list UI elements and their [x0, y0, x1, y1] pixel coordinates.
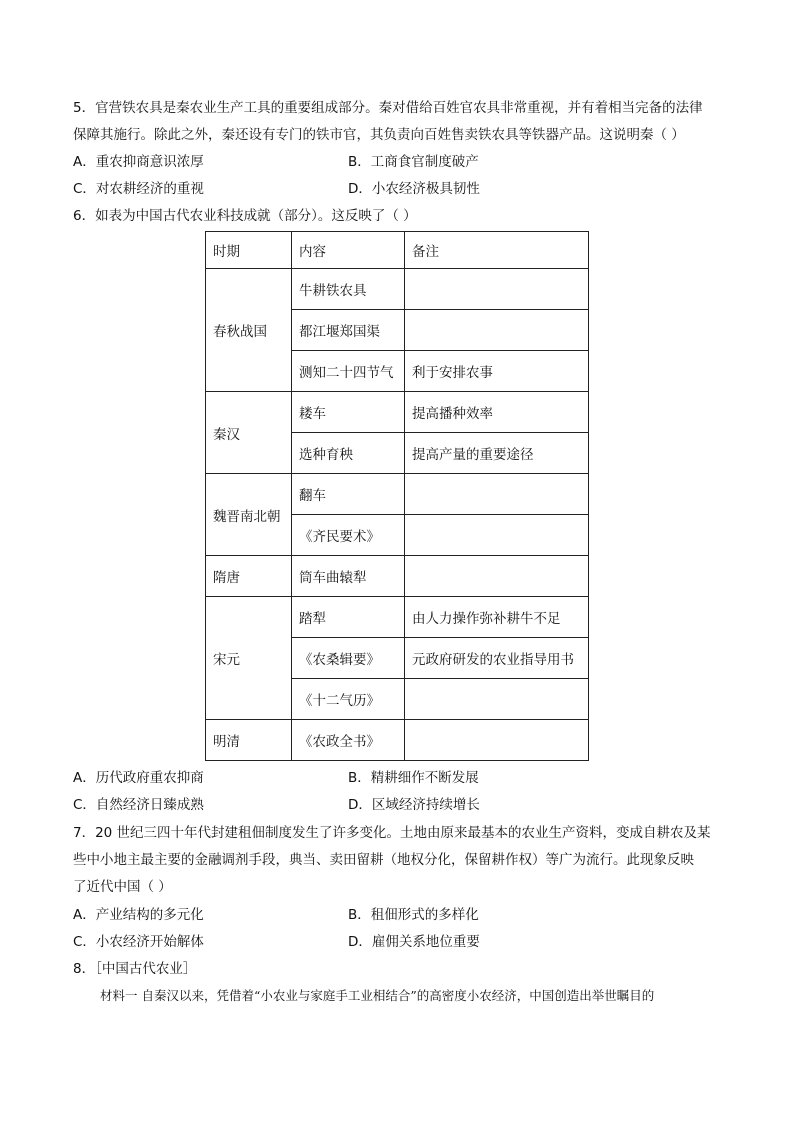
q5-option-c: C．对农耕经济的重视 — [73, 181, 204, 197]
content-cell: 踏犁 — [292, 597, 405, 638]
q5-stem-line-2: 保障其施行。除此之外，秦还设有专门的铁市官，其负责向百姓售卖铁农具等铁器产品。这说明秦（ ） — [73, 127, 685, 143]
note-cell — [405, 515, 589, 556]
note-cell — [405, 310, 589, 351]
note-cell — [405, 474, 589, 515]
period-cell: 秦汉 — [206, 392, 292, 474]
q5-option-d: D．小农经济极具韧性 — [348, 181, 480, 197]
content-cell: 牛耕铁农具 — [292, 269, 405, 310]
table-row — [206, 392, 589, 433]
q7-option-a: A．产业结构的多元化 — [73, 907, 204, 923]
period-cell: 明清 — [206, 720, 292, 761]
q7-stem-line-3: 了近代中国（ ） — [73, 879, 172, 895]
table-header-cell: 备注 — [405, 232, 589, 269]
note-cell — [405, 679, 589, 720]
q6-option-c: C．自然经济日臻成熟 — [73, 797, 204, 813]
content-cell: 都江堰郑国渠 — [292, 310, 405, 351]
table-header-row — [206, 232, 589, 269]
q6-option-b: B．精耕细作不断发展 — [348, 770, 479, 786]
content-cell: 耧车 — [292, 392, 405, 433]
q5-option-b: B．工商食官制度破产 — [348, 154, 479, 170]
period-cell: 春秋战国 — [206, 269, 292, 392]
table-row — [206, 556, 589, 597]
content-cell: 《齐民要术》 — [292, 515, 405, 556]
note-cell: 提高产量的重要途径 — [405, 433, 589, 474]
note-cell: 利于安排农事 — [405, 351, 589, 392]
content-cell: 选种育秧 — [292, 433, 405, 474]
q8-stem: 8．［中国古代农业］ — [73, 961, 197, 977]
note-cell — [405, 556, 589, 597]
q7-option-d: D．雇佣关系地位重要 — [348, 934, 480, 950]
table-header-cell: 内容 — [292, 232, 405, 269]
q7-option-b: B．租佃形式的多样化 — [348, 907, 479, 923]
content-cell: 《农桑辑要》 — [292, 638, 405, 679]
period-cell: 宋元 — [206, 597, 292, 720]
content-cell: 筒车曲辕犁 — [292, 556, 405, 597]
period-cell: 隋唐 — [206, 556, 292, 597]
content-cell: 《农政全书》 — [292, 720, 405, 761]
period-cell: 魏晋南北朝 — [206, 474, 292, 556]
agri-tech-table — [205, 231, 589, 761]
note-cell — [405, 720, 589, 761]
q6-option-a: A．历代政府重农抑商 — [73, 770, 204, 786]
table-row — [206, 269, 589, 310]
note-cell: 元政府研发的农业指导用书 — [405, 638, 589, 679]
q6-option-d: D．区域经济持续增长 — [348, 797, 480, 813]
q8-material-1: 材料一 自秦汉以来，凭借着“小农业与家庭手工业相结合”的高密度小农经济，中国创造出举世瞩目的 — [100, 988, 655, 1003]
content-cell: 测知二十四节气 — [292, 351, 405, 392]
note-cell: 提高播种效率 — [405, 392, 589, 433]
q5-option-a: A．重农抑商意识浓厚 — [73, 154, 204, 170]
q6-stem: 6．如表为中国古代农业科技成就（部分）。这反映了（ ） — [73, 208, 417, 224]
table-row — [206, 720, 589, 761]
q7-stem-line-2: 些中小地主最主要的金融调剂手段，典当、卖田留耕（地权分化，保留耕作权）等广为流行。此现象反映 — [73, 852, 694, 868]
table-row — [206, 597, 589, 638]
content-cell: 翻车 — [292, 474, 405, 515]
note-cell — [405, 269, 589, 310]
table-row — [206, 474, 589, 515]
q5-stem-line-1: 5．官营铁农具是秦农业生产工具的重要组成部分。秦对借给百姓官农具非常重视，并有着相当完备的法律 — [73, 100, 703, 116]
content-cell: 《十二气历》 — [292, 679, 405, 720]
table-header-cell: 时期 — [206, 232, 292, 269]
q7-stem-line-1: 7．20 世纪三四十年代封建租佃制度发生了许多变化。土地由原来最基本的农业生产资料，变成自耕农及某 — [73, 825, 711, 841]
q7-option-c: C．小农经济开始解体 — [73, 934, 204, 950]
note-cell: 由人力操作弥补耕牛不足 — [405, 597, 589, 638]
